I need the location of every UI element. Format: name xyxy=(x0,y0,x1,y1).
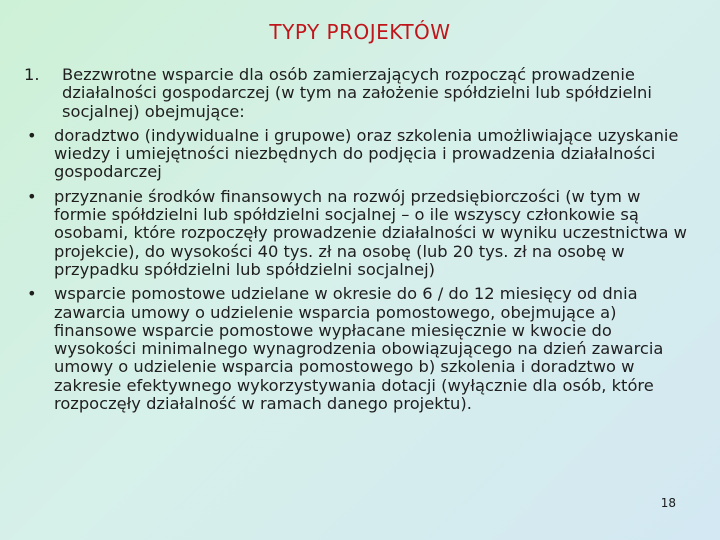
list-number: 1. xyxy=(24,65,40,84)
slide-title: TYPY PROJEKTÓW xyxy=(269,20,451,44)
list-item xyxy=(24,127,690,182)
list-item-text: Bezzwrotne wsparcie dla osób zamierzających rozpocząć prowadzenie działalności gospodarczej (w tym na założenie spółdzielni lub spółdzielni socjalnej) obejmujące: xyxy=(62,65,652,121)
page-number: 18 xyxy=(660,496,676,510)
list-item-text: doradztwo (indywidualne i grupowe) oraz szkolenia umożliwiające uzyskanie wiedzy i umiejętności niezbędnych do podjęcia i prowadzenia działalności gospodarczej xyxy=(54,125,679,182)
bullet-icon: • xyxy=(27,284,37,304)
list-item xyxy=(24,188,690,279)
bullet-icon: • xyxy=(27,186,37,206)
content-list xyxy=(24,66,690,413)
list-item-text: wsparcie pomostowe udzielane w okresie do 6 / do 12 miesięcy od dnia zawarcia umowy o udzielenie wsparcia pomostowego, obejmujące a) finansowe wsparcie pomostowe wypłacane miesięcznie w kwocie do wysokości minimalnego wynagrodzenia obowiązującego na dzień zawarcia umowy o udzielenie wsparcia pomostowego b) szkolenia i doradztwo w zakresie efektywnego wykorzystywania dotacji (wyłącznie dla osób, które rozpoczęły działalność w ramach danego projektu). xyxy=(54,284,664,414)
list-item xyxy=(24,66,690,121)
list-item xyxy=(24,285,690,413)
list-item-text: przyznanie środków finansowych na rozwój przedsiębiorczości (w tym w formie spółdzielni lub spółdzielni socjalnej – o ile wszyscy członkowie są osobami, które rozpoczęły prowadzenie działalności w wyniku uczestnictwa w projekcie), do wysokości 40 tys. zł na osobę (lub 20 tys. zł na osobę w przypadku spółdzielni lub spółdzielni socjalnej) xyxy=(54,186,687,279)
bullet-icon: • xyxy=(27,125,37,145)
